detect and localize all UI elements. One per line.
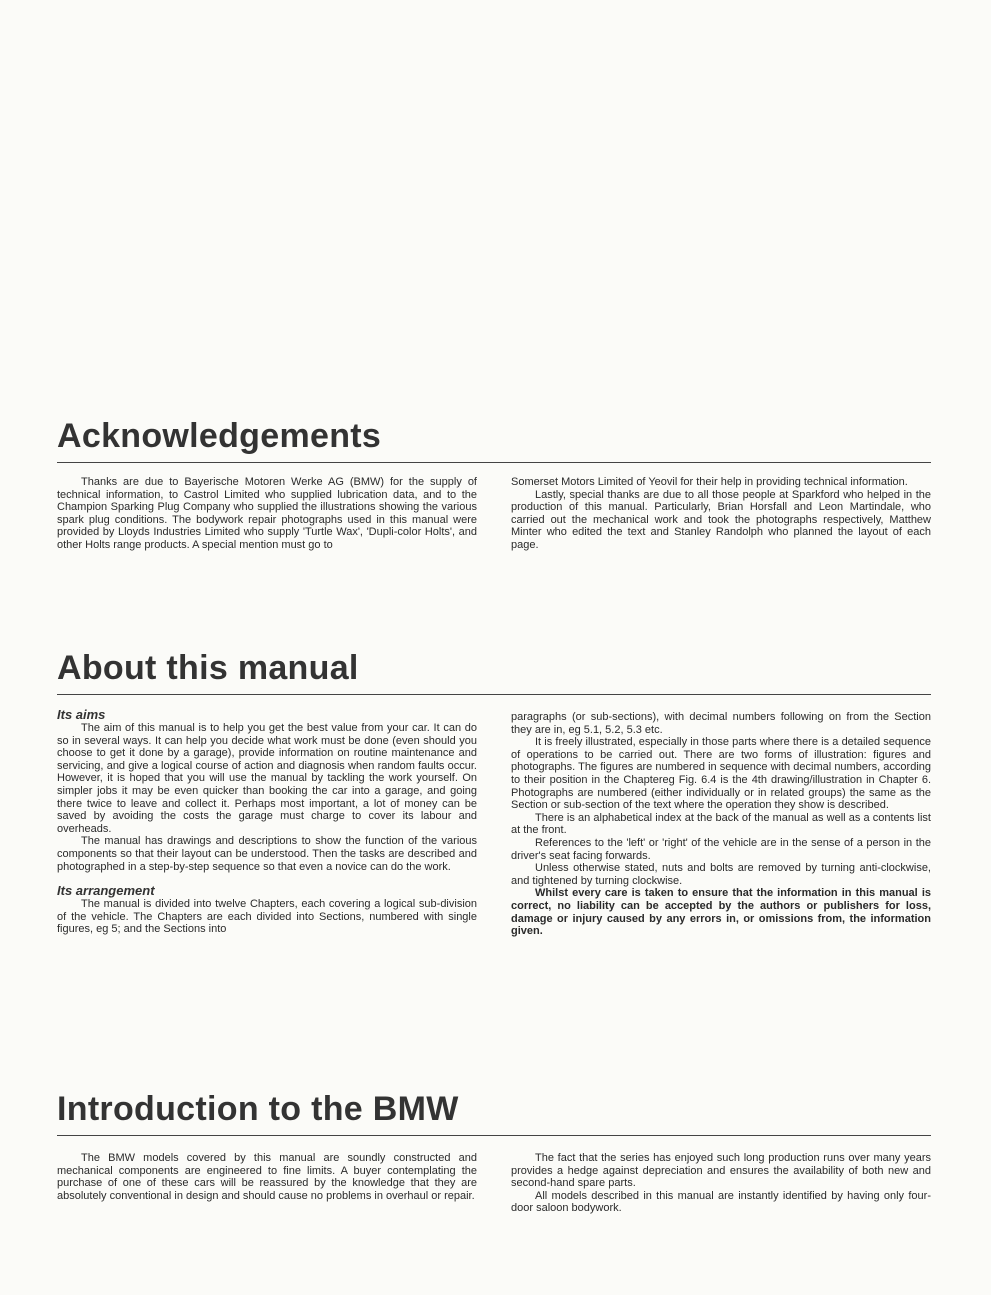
intro-paragraph: The BMW models covered by this manual are soundly constructed and mechanical components are engineered to fine limits. A buyer contemplating the purchase of one of these cars will be reassured by the knowledge that they are absolutely conventional in design and should cause no problems in overhaul or repair. (57, 1152, 477, 1202)
aims-paragraph: The aim of this manual is to help you get the best value from your car. It can do so in several ways. It can help you decide what work must be done (even should you choose to get it done by a garage), provide information on routine maintenance and servicing, and give a logical course of action and diagnosis when random faults occur. However, it is hoped that you will use the manual by tackling the work yourself. On simpler jobs it may be even quicker than booking the car into a garage, and going there twice to leave and collect it. Perhaps most important, a lot of money can be saved by avoiding the costs the garage must charge to cover its labour and overheads. (57, 722, 477, 835)
intro-heading: Introduction to the BMW (57, 1090, 459, 1128)
acknowledgements-paragraph: Lastly, special thanks are due to all those people at Sparkford who helped in the production of this manual. Particularly, Brian Horsfall and Leon Martindale, who carried out the mechanical work and took the photographs respectively, Matthew Minter who edited the text and Stanley Randolph who planned the layout of each page. (511, 488, 931, 551)
acknowledgements-heading: Acknowledgements (57, 417, 382, 455)
acknowledgements-paragraph: Somerset Motors Limited of Yeovil for their help in providing technical information. (511, 476, 908, 488)
intro-right-column (511, 1152, 931, 1215)
intro-left-column (57, 1152, 477, 1215)
about-left-column (57, 707, 477, 938)
intro-rule (57, 1135, 931, 1136)
about-paragraph: There is an alphabetical index at the back of the manual as well as a contents list at the front. (511, 811, 931, 837)
intro-paragraph: The fact that the series has enjoyed such long production runs over many years provides a hedge against depreciation and ensures the availability of both new and second-hand spare parts. (511, 1152, 931, 1190)
about-paragraph: paragraphs (or sub-sections), with decimal numbers following on from the Section they are in, eg 5.1, 5.2, 5.3 etc. (511, 711, 931, 736)
intro-section (57, 1089, 931, 1215)
acknowledgements-paragraph: Thanks are due to Bayerische Motoren Werke AG (BMW) for the supply of technical information, to Castrol Limited who supplied lubrication data, and to the Champion Sparking Plug Company who supplied the illustrations showing the various spark plug conditions. The bodywork repair photographs used in this manual were provided by Lloyds Industries Limited who supply 'Turtle Wax', 'Dupli-color Holts', and other Holts range products. A special mention must go to (57, 476, 477, 551)
acknowledgements-right-column (511, 476, 931, 552)
about-right-column (511, 707, 931, 938)
acknowledgements-rule (57, 462, 931, 463)
arrangement-subheading: Its arrangement (57, 883, 155, 899)
aims-paragraph: The manual has drawings and descriptions to show the function of the various components so that their layout can be understood. Then the tasks are described and photographed in a step-by-step sequence so that even a novice can do the work. (57, 835, 477, 873)
acknowledgements-left-column (57, 476, 477, 552)
liability-warning: Whilst every care is taken to ensure that the information in this manual is correct, no liability can be accepted by the authors or publishers for loss, damage or injury caused by any errors in, or omissions from, the information given. (511, 887, 931, 938)
about-paragraph: References to the 'left' or 'right' of the vehicle are in the sense of a person in the driver's seat facing forwards. (511, 836, 931, 862)
about-rule (57, 694, 931, 695)
arrangement-paragraph: The manual is divided into twelve Chapters, each covering a logical sub-division of the vehicle. The Chapters are each divided into Sections, numbered with single figures, eg 5; and the Sections into (57, 898, 477, 936)
acknowledgements-section (57, 416, 931, 552)
about-heading: About this manual (57, 649, 359, 687)
about-paragraph: It is freely illustrated, especially in those parts where there is a detailed sequence of operations to be carried out. There are two forms of illustration: figures and photographs. The figures are numbered in sequence with decimal numbers, according to their position in the Chaptereg Fig. 6.4 is the 4th drawing/illustration in Chapter 6. Photographs are numbered (either individually or in related groups) the same as the Section or sub-section of the text where the operation they show is described. (511, 736, 931, 812)
intro-paragraph: All models described in this manual are instantly identified by having only four-door saloon bodywork. (511, 1189, 931, 1215)
aims-subheading: Its aims (57, 707, 106, 722)
about-paragraph: Unless otherwise stated, nuts and bolts are removed by turning anti-clockwise, and tightened by turning clockwise. (511, 862, 931, 887)
about-section (57, 648, 931, 938)
